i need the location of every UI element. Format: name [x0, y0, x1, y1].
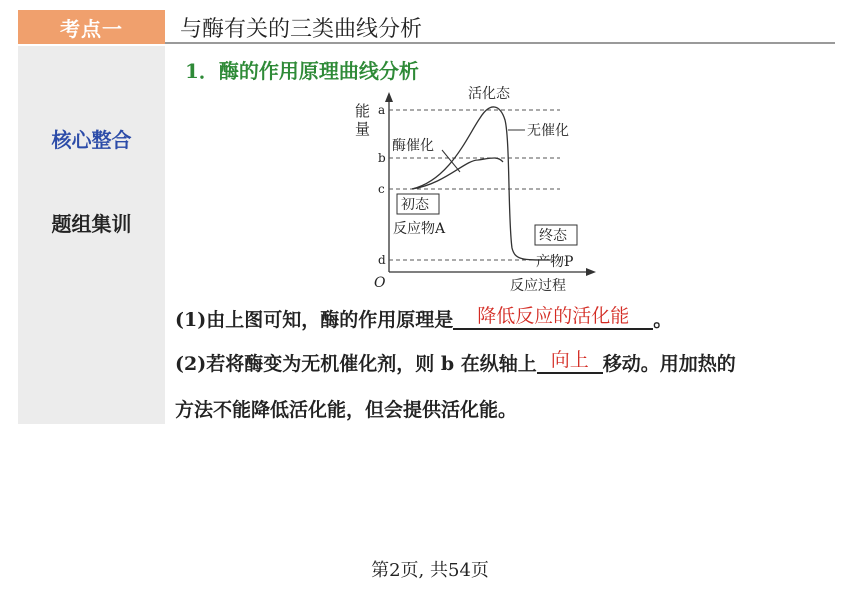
question-1-prefix: (1)由上图可知，酶的作用原理是 — [175, 309, 454, 331]
y-axis-label-2: 量 — [355, 120, 371, 138]
origin-label: O — [374, 275, 386, 291]
initial-state-label: 初态 — [401, 197, 429, 213]
question-2-prefix: (2)若将酶变为无机催化剂，则 b 在纵轴上 — [175, 353, 537, 375]
x-axis-label: 反应过程 — [510, 278, 566, 294]
question-2-answer: 向上 — [537, 345, 603, 374]
final-state-label: 终态 — [539, 228, 567, 244]
section-title: 1．酶的作用原理曲线分析 — [185, 59, 419, 83]
topic-tag: 考点一 — [18, 10, 165, 44]
peak-label: 活化态 — [468, 86, 510, 102]
sidebar-item-core-integration[interactable]: 核心整合 — [51, 128, 132, 152]
question-1-suffix: 。 — [653, 309, 673, 331]
level-a-label: a — [378, 103, 386, 117]
question-2-suffix: 移动。用加热的 — [602, 353, 736, 375]
energy-diagram — [350, 80, 600, 300]
question-2-line-2: 方法不能降低活化能，但会提供活化能。 — [175, 399, 518, 421]
uncatalyzed-label: 无催化 — [527, 123, 569, 139]
question-1 — [175, 305, 672, 334]
question-2 — [175, 349, 736, 378]
level-d-label: d — [378, 253, 386, 267]
x-axis-arrow — [586, 268, 596, 276]
page-footer: 第2页, 共54页 — [371, 560, 489, 581]
product-label: 产物P — [536, 254, 574, 270]
catalyzed-label: 酶催化 — [392, 138, 434, 154]
question-1-answer: 降低反应的活化能 — [453, 301, 653, 330]
sidebar — [18, 46, 165, 424]
reactant-label: 反应物A — [393, 221, 446, 237]
level-b-label: b — [378, 151, 386, 165]
page-title: 与酶有关的三类曲线分析 — [180, 17, 423, 42]
y-axis-label-1: 能 — [355, 102, 371, 120]
y-axis-arrow — [385, 92, 393, 102]
level-c-label: c — [378, 182, 385, 196]
header-divider — [165, 42, 835, 44]
sidebar-item-practice-sets[interactable]: 题组集训 — [51, 212, 132, 236]
